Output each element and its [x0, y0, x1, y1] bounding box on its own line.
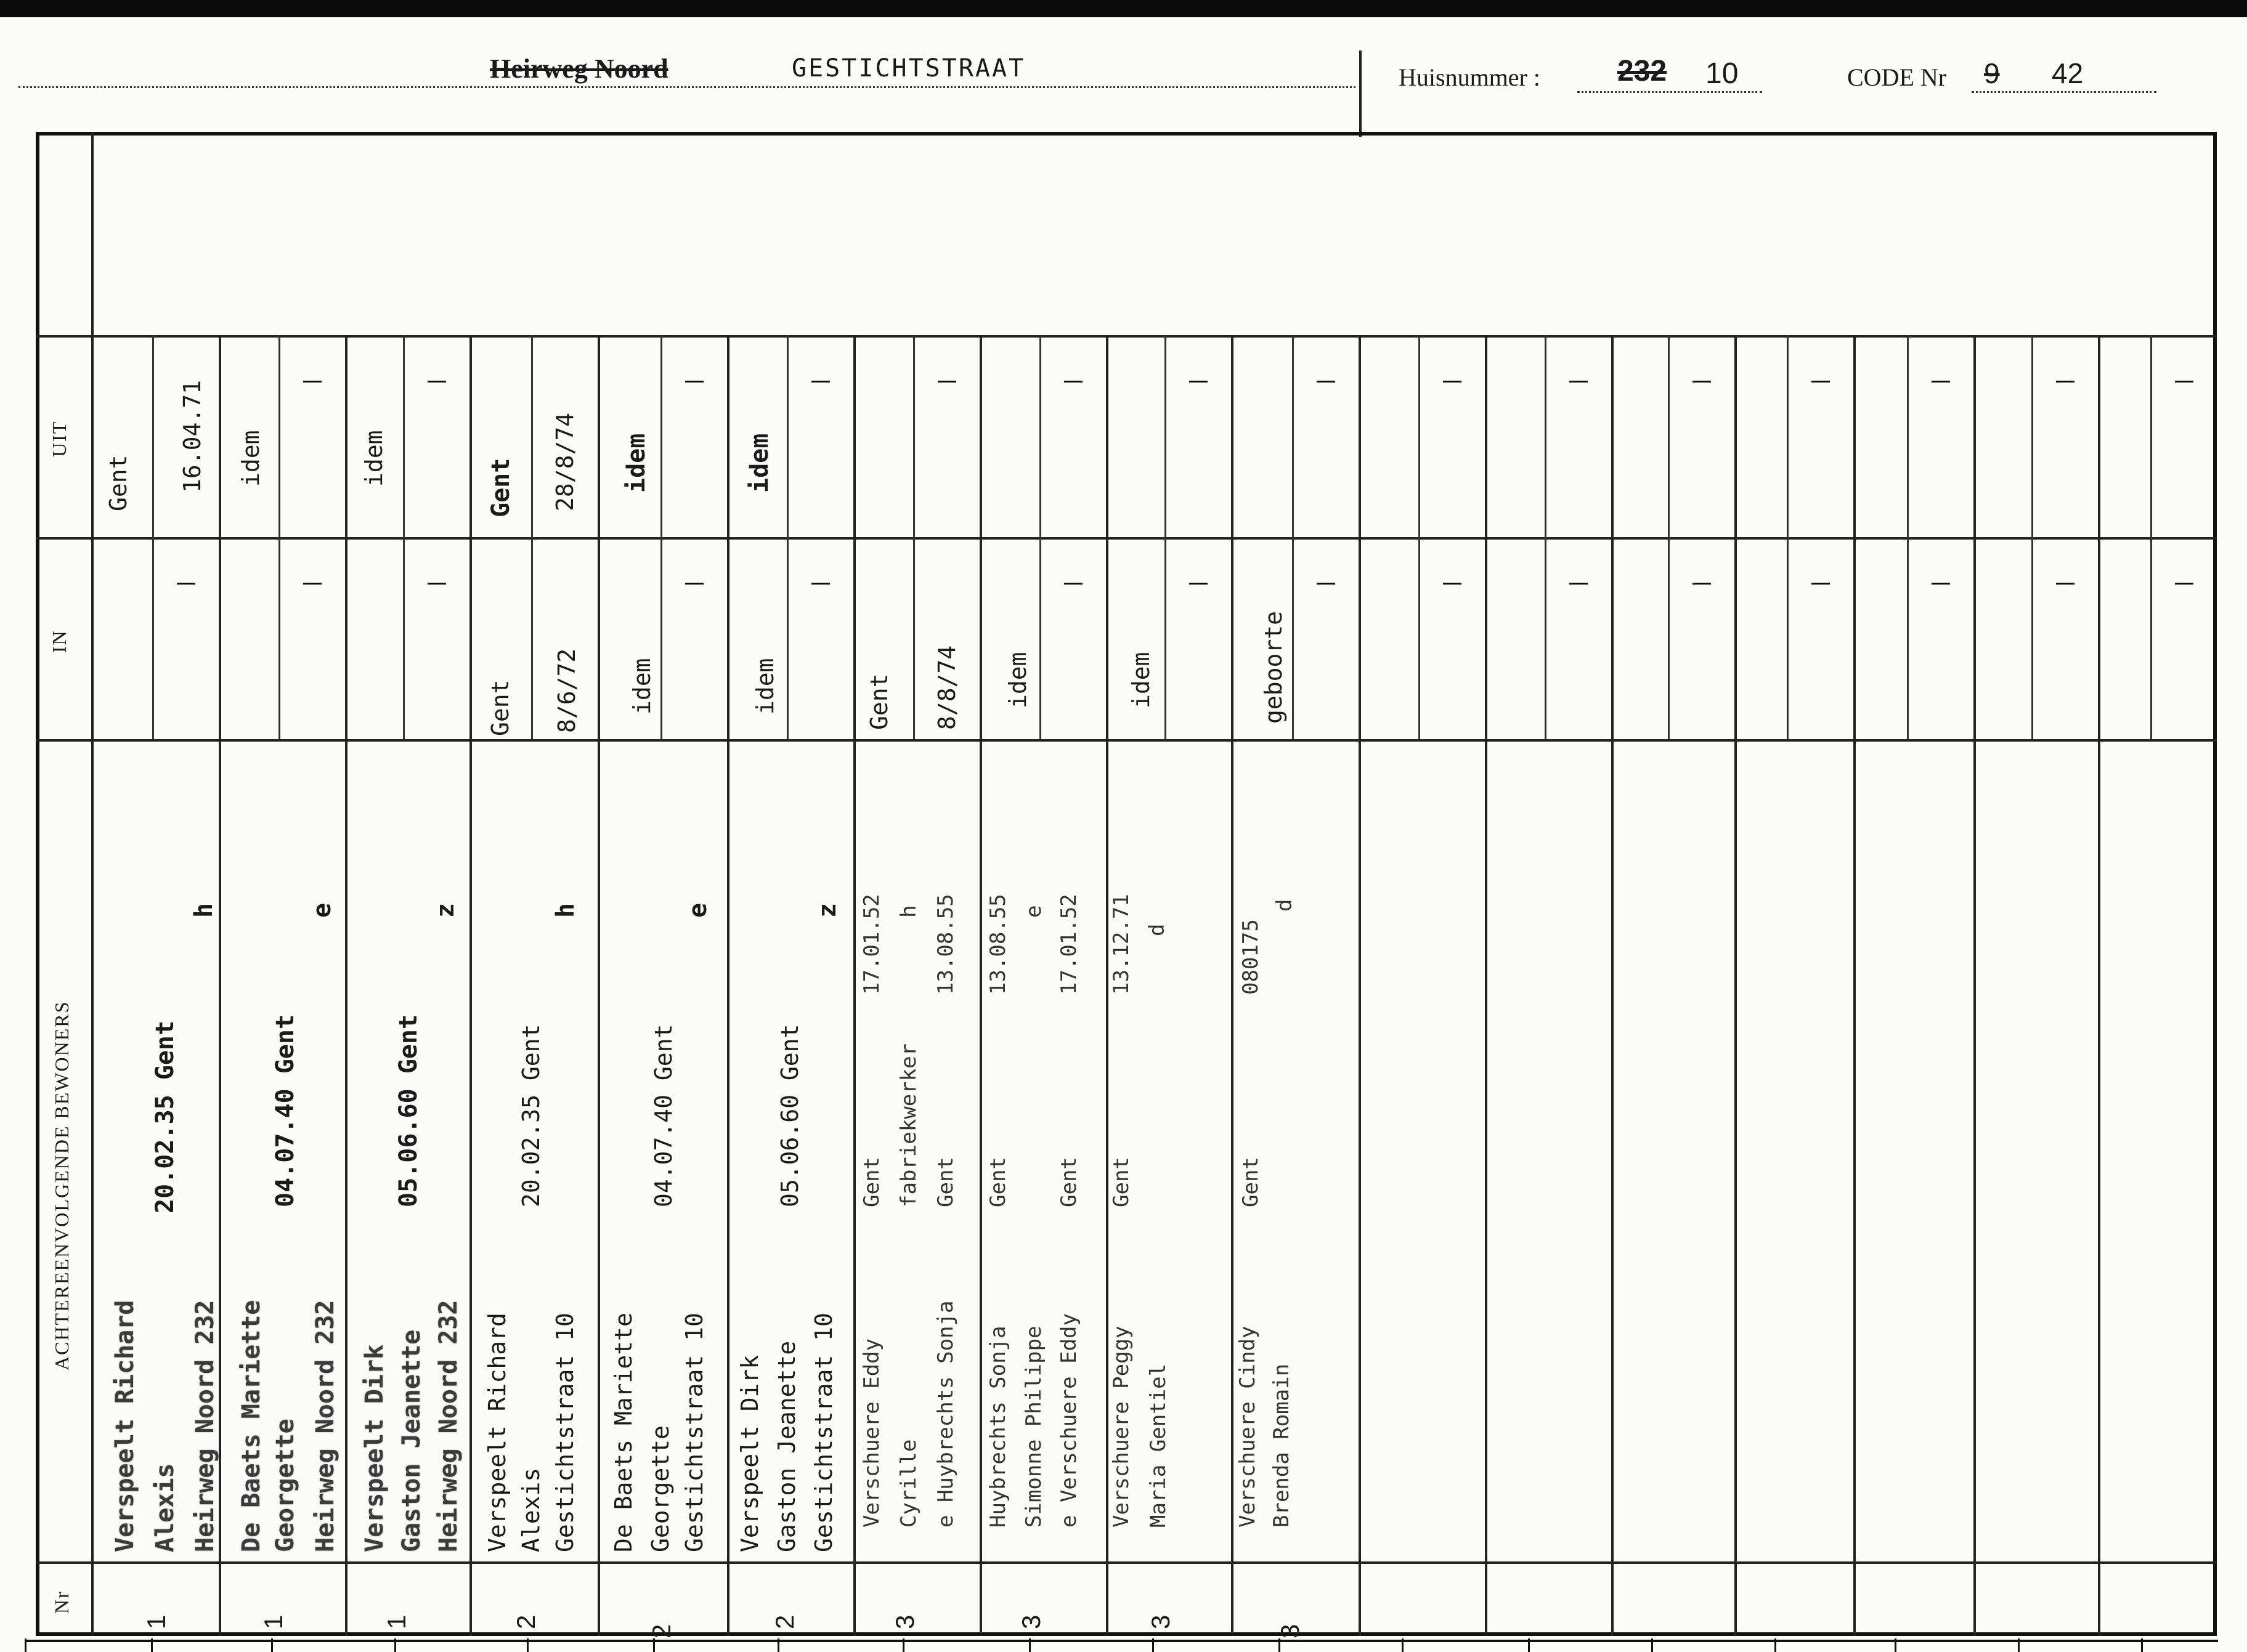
column-separator: [727, 335, 729, 1636]
uit-empty-mark: [1189, 381, 1208, 383]
uit-empty-mark: [1064, 381, 1083, 383]
huisnummer-old: 232: [1617, 55, 1667, 87]
street-dotted-line: [18, 86, 1355, 88]
uit-empty-mark: [2175, 381, 2193, 383]
spouse-birth-date: 13.08.55: [933, 894, 958, 995]
resident-name: De Baets Mariette: [610, 1313, 637, 1552]
uit-subcolumn-separator: [1418, 335, 1420, 537]
uit-subcolumn-separator: [1039, 335, 1041, 537]
uit-empty-mark: [1443, 381, 1461, 383]
resident-birth: 05.06.60 Gent: [394, 1014, 423, 1207]
in-subcolumn-separator: [1545, 537, 1546, 739]
uit-empty-mark: [2056, 381, 2074, 383]
resident-birth-date: 080175: [1238, 919, 1263, 995]
in-empty-mark: [2175, 583, 2193, 585]
header-separator: [1359, 51, 1362, 137]
entry-number: 1: [259, 1614, 288, 1629]
code-dotted-line: [1972, 91, 2156, 93]
in-place: Gent: [866, 673, 893, 730]
resident-birth: 20.02.35 Gent: [151, 1020, 179, 1213]
in-subcolumn-separator: [2031, 537, 2033, 739]
entry-number: 3: [1275, 1624, 1304, 1638]
resident-name: Verspeelt Richard: [484, 1313, 511, 1552]
in-empty-mark: [1064, 583, 1083, 585]
resident-birth: 20.02.35 Gent: [518, 1024, 545, 1207]
resident-name: Huybrechts Sonja: [986, 1326, 1010, 1528]
column-separator: [345, 335, 347, 1636]
resident-address: Gestichtstraat 10: [551, 1313, 579, 1552]
uit-place: Gent: [487, 458, 515, 517]
resident-occupation: fabriekwerker: [896, 1043, 921, 1207]
resident-sex: h: [551, 902, 580, 918]
column-separator: [598, 335, 600, 1636]
resident-spouse: e Huybrechts Sonja: [933, 1300, 958, 1528]
in-subcolumn-separator: [2150, 537, 2152, 739]
resident-birthplace: Gent: [1109, 1157, 1134, 1207]
in-empty-mark: [303, 583, 322, 585]
resident-given-names: Gaston Jeanette: [397, 1329, 426, 1552]
in-subcolumn-separator: [1668, 537, 1670, 739]
uit-empty-mark: [1811, 381, 1830, 383]
resident-name: Verschuere Eddy: [859, 1338, 884, 1528]
spouse-birth-date: 17.01.52: [1057, 894, 1081, 995]
resident-given-names: Alexis: [518, 1467, 545, 1552]
uit-subcolumn-separator: [1545, 335, 1546, 537]
baseline-tick: [1402, 1638, 1404, 1652]
uit-empty-mark: [1317, 381, 1335, 383]
uit-subcolumn-separator: [1787, 335, 1789, 537]
resident-sex: d: [1145, 923, 1169, 936]
uit-place: idem: [746, 433, 774, 493]
column-separator: [2098, 335, 2100, 1636]
label-column-separator: [91, 132, 94, 1636]
in-subcolumn-separator: [1292, 537, 1294, 739]
bewoners-band-top: [36, 739, 2217, 742]
uit-place: idem: [360, 430, 388, 487]
resident-address: Heirweg Noord 232: [311, 1300, 339, 1552]
resident-name: Verspeelt Dirk: [360, 1344, 389, 1552]
resident-name: Verspeelt Dirk: [736, 1354, 763, 1552]
huisnummer-label: Huisnummer :: [1399, 63, 1540, 91]
uit-subcolumn-separator: [2031, 335, 2033, 537]
baseline-tick: [151, 1638, 153, 1652]
uit-subcolumn-separator: [787, 335, 789, 537]
resident-sex: e: [1022, 905, 1046, 918]
resident-given-names: Alexis: [151, 1463, 179, 1552]
resident-given-names: Maria Gentiel: [1146, 1363, 1171, 1528]
entry-number: 2: [647, 1624, 676, 1638]
resident-given-names: Georgette: [271, 1419, 299, 1552]
in-place: geboorte: [1260, 610, 1287, 724]
baseline-tick: [903, 1638, 904, 1652]
in-subcolumn-separator: [787, 537, 789, 739]
uit-subcolumn-separator: [2150, 335, 2152, 537]
uit-date: 28/8/74: [551, 412, 579, 511]
in-empty-mark: [1932, 583, 1950, 585]
in-subcolumn-separator: [913, 537, 915, 739]
uit-label: UIT: [48, 420, 70, 457]
in-subcolumn-separator: [660, 537, 662, 739]
resident-sex: z: [813, 902, 842, 918]
in-place: Gent: [487, 679, 514, 736]
in-empty-mark: [811, 583, 830, 585]
resident-name: Verspeelt Richard: [111, 1300, 139, 1552]
entry-number: 3: [1146, 1614, 1175, 1629]
in-empty-mark: [2056, 583, 2074, 585]
column-separator: [1485, 335, 1487, 1636]
uit-empty-mark: [1569, 381, 1588, 383]
entry-number: 1: [142, 1614, 171, 1629]
baseline-tick: [1278, 1638, 1280, 1652]
resident-birth-date: 13.08.55: [986, 894, 1010, 995]
resident-sex: e: [308, 902, 336, 918]
street-name-new: GESTICHTSTRAAT: [792, 54, 1026, 83]
street-name-old: Heirweg Noord: [490, 54, 668, 84]
baseline-tick: [1152, 1638, 1154, 1652]
resident-address: Gestichtstraat 10: [810, 1313, 837, 1552]
resident-sex: e: [684, 902, 712, 918]
resident-birth: 05.06.60 Gent: [776, 1024, 803, 1207]
resident-given-names: Simonne Philippe: [1022, 1326, 1046, 1528]
entry-number: 2: [770, 1614, 799, 1629]
uit-place: idem: [622, 433, 651, 493]
huisnummer-new: 10: [1705, 57, 1739, 90]
huisnummer-dotted-line: [1577, 91, 1762, 93]
resident-given-names: Cyrille: [896, 1439, 921, 1528]
column-separator: [980, 335, 982, 1636]
bewoners-label: ACHTEREENVOLGENDE BEWONERS: [51, 1000, 73, 1371]
uit-empty-mark: [938, 381, 956, 383]
uit-empty-mark: [685, 381, 704, 383]
baseline-tick: [778, 1638, 779, 1652]
resident-birthplace: Gent: [986, 1157, 1010, 1207]
baseline-tick: [653, 1638, 655, 1652]
spouse-birthplace: Gent: [1057, 1157, 1081, 1207]
uit-subcolumn-separator: [1292, 335, 1294, 537]
in-subcolumn-separator: [1907, 537, 1909, 739]
in-empty-mark: [1692, 583, 1711, 585]
in-subcolumn-separator: [403, 537, 405, 739]
spouse-birthplace: Gent: [933, 1157, 958, 1207]
resident-birth-date: 13.12.71: [1109, 894, 1134, 995]
in-empty-mark: [177, 583, 195, 585]
entry-number: 3: [1017, 1614, 1046, 1629]
uit-empty-mark: [1692, 381, 1711, 383]
uit-subcolumn-separator: [1164, 335, 1166, 537]
baseline-tick: [394, 1638, 396, 1652]
column-separator: [1106, 335, 1108, 1636]
uit-subcolumn-separator: [278, 335, 280, 537]
uit-subcolumn-separator: [403, 335, 405, 537]
uit-empty-mark: [303, 381, 322, 383]
column-separator: [1359, 335, 1361, 1636]
baseline-tick: [1528, 1638, 1530, 1652]
baseline-tick: [1774, 1638, 1776, 1652]
nr-label: Nr: [51, 1590, 73, 1614]
in-subcolumn-separator: [1418, 537, 1420, 739]
resident-address: Heirweg Noord 232: [191, 1300, 219, 1552]
in-subcolumn-separator: [1787, 537, 1789, 739]
resident-sex: z: [431, 902, 460, 918]
in-date: 8/8/74: [933, 645, 961, 730]
resident-address: Heirweg Noord 232: [434, 1300, 463, 1552]
scan-top-border: [0, 0, 2247, 17]
in-label: IN: [48, 630, 70, 653]
uit-empty-mark: [428, 381, 446, 383]
entry-number: 2: [511, 1614, 540, 1629]
in-place: idem: [1128, 652, 1155, 708]
resident-address: Gestichtstraat 10: [681, 1313, 708, 1552]
column-separator: [1611, 335, 1614, 1636]
in-empty-mark: [428, 583, 446, 585]
resident-sex: d: [1272, 899, 1297, 912]
nr-band-top: [36, 1561, 2217, 1564]
resident-birthplace: Gent: [1238, 1157, 1263, 1207]
uit-empty-mark: [811, 381, 830, 383]
code-old: 9: [1984, 57, 2000, 89]
in-subcolumn-separator: [531, 537, 533, 739]
baseline-tick: [2018, 1638, 2020, 1652]
uit-empty-mark: [1932, 381, 1950, 383]
in-date: 8/6/72: [553, 648, 580, 733]
uit-subcolumn-separator: [913, 335, 915, 537]
resident-spouse: e Verschuere Eddy: [1057, 1313, 1081, 1528]
resident-sex: h: [190, 902, 218, 918]
bottom-baseline: [25, 1640, 2218, 1642]
uit-subcolumn-separator: [1907, 335, 1909, 537]
resident-name: Verschuere Cindy: [1235, 1326, 1260, 1528]
code-label: CODE Nr: [1847, 63, 1947, 91]
column-separator: [1853, 335, 1856, 1636]
in-empty-mark: [1443, 583, 1461, 585]
uit-subcolumn-separator: [1668, 335, 1670, 537]
in-place: idem: [752, 658, 779, 715]
code-new: 42: [2052, 57, 2084, 89]
resident-name: De Baets Mariette: [237, 1300, 266, 1552]
uit-band-top: [36, 335, 2217, 338]
uit-place: idem: [237, 430, 264, 487]
resident-birth: 04.07.40 Gent: [271, 1014, 299, 1207]
baseline-tick: [25, 1638, 26, 1652]
in-subcolumn-separator: [1164, 537, 1166, 739]
column-separator: [853, 335, 856, 1636]
uit-subcolumn-separator: [660, 335, 662, 537]
baseline-tick: [1029, 1638, 1031, 1652]
resident-birth-date: 17.01.52: [859, 894, 884, 995]
in-empty-mark: [1569, 583, 1588, 585]
baseline-tick: [527, 1638, 529, 1652]
resident-sex: h: [896, 905, 921, 918]
column-separator: [1734, 335, 1737, 1636]
entry-number: 1: [382, 1614, 411, 1629]
column-separator: [469, 335, 472, 1636]
uit-subcolumn-separator: [531, 335, 533, 537]
in-empty-mark: [1189, 583, 1208, 585]
in-empty-mark: [1317, 583, 1335, 585]
resident-given-names: Brenda Romain: [1269, 1363, 1294, 1528]
resident-given-names: Georgette: [647, 1425, 674, 1552]
baseline-tick: [1895, 1638, 1896, 1652]
column-separator: [1231, 335, 1233, 1636]
in-subcolumn-separator: [278, 537, 280, 739]
baseline-tick: [1651, 1638, 1653, 1652]
resident-birth: 04.07.40 Gent: [650, 1024, 677, 1207]
baseline-tick: [271, 1638, 273, 1652]
in-place: idem: [1004, 652, 1031, 708]
resident-birthplace: Gent: [859, 1157, 884, 1207]
in-subcolumn-separator: [1039, 537, 1041, 739]
in-band-top: [36, 537, 2217, 540]
resident-given-names: Gaston Jeanette: [773, 1340, 800, 1552]
uit-place: Gent: [105, 455, 132, 511]
in-place: idem: [628, 658, 656, 715]
baseline-tick: [2141, 1638, 2143, 1652]
in-subcolumn-separator: [152, 537, 154, 739]
in-empty-mark: [685, 583, 704, 585]
uit-subcolumn-separator: [152, 335, 154, 537]
resident-name: Verschuere Peggy: [1109, 1326, 1134, 1528]
entry-number: 3: [890, 1614, 919, 1629]
uit-date: 16.04.71: [179, 379, 206, 493]
in-empty-mark: [1811, 583, 1830, 585]
column-separator: [1973, 335, 1976, 1636]
